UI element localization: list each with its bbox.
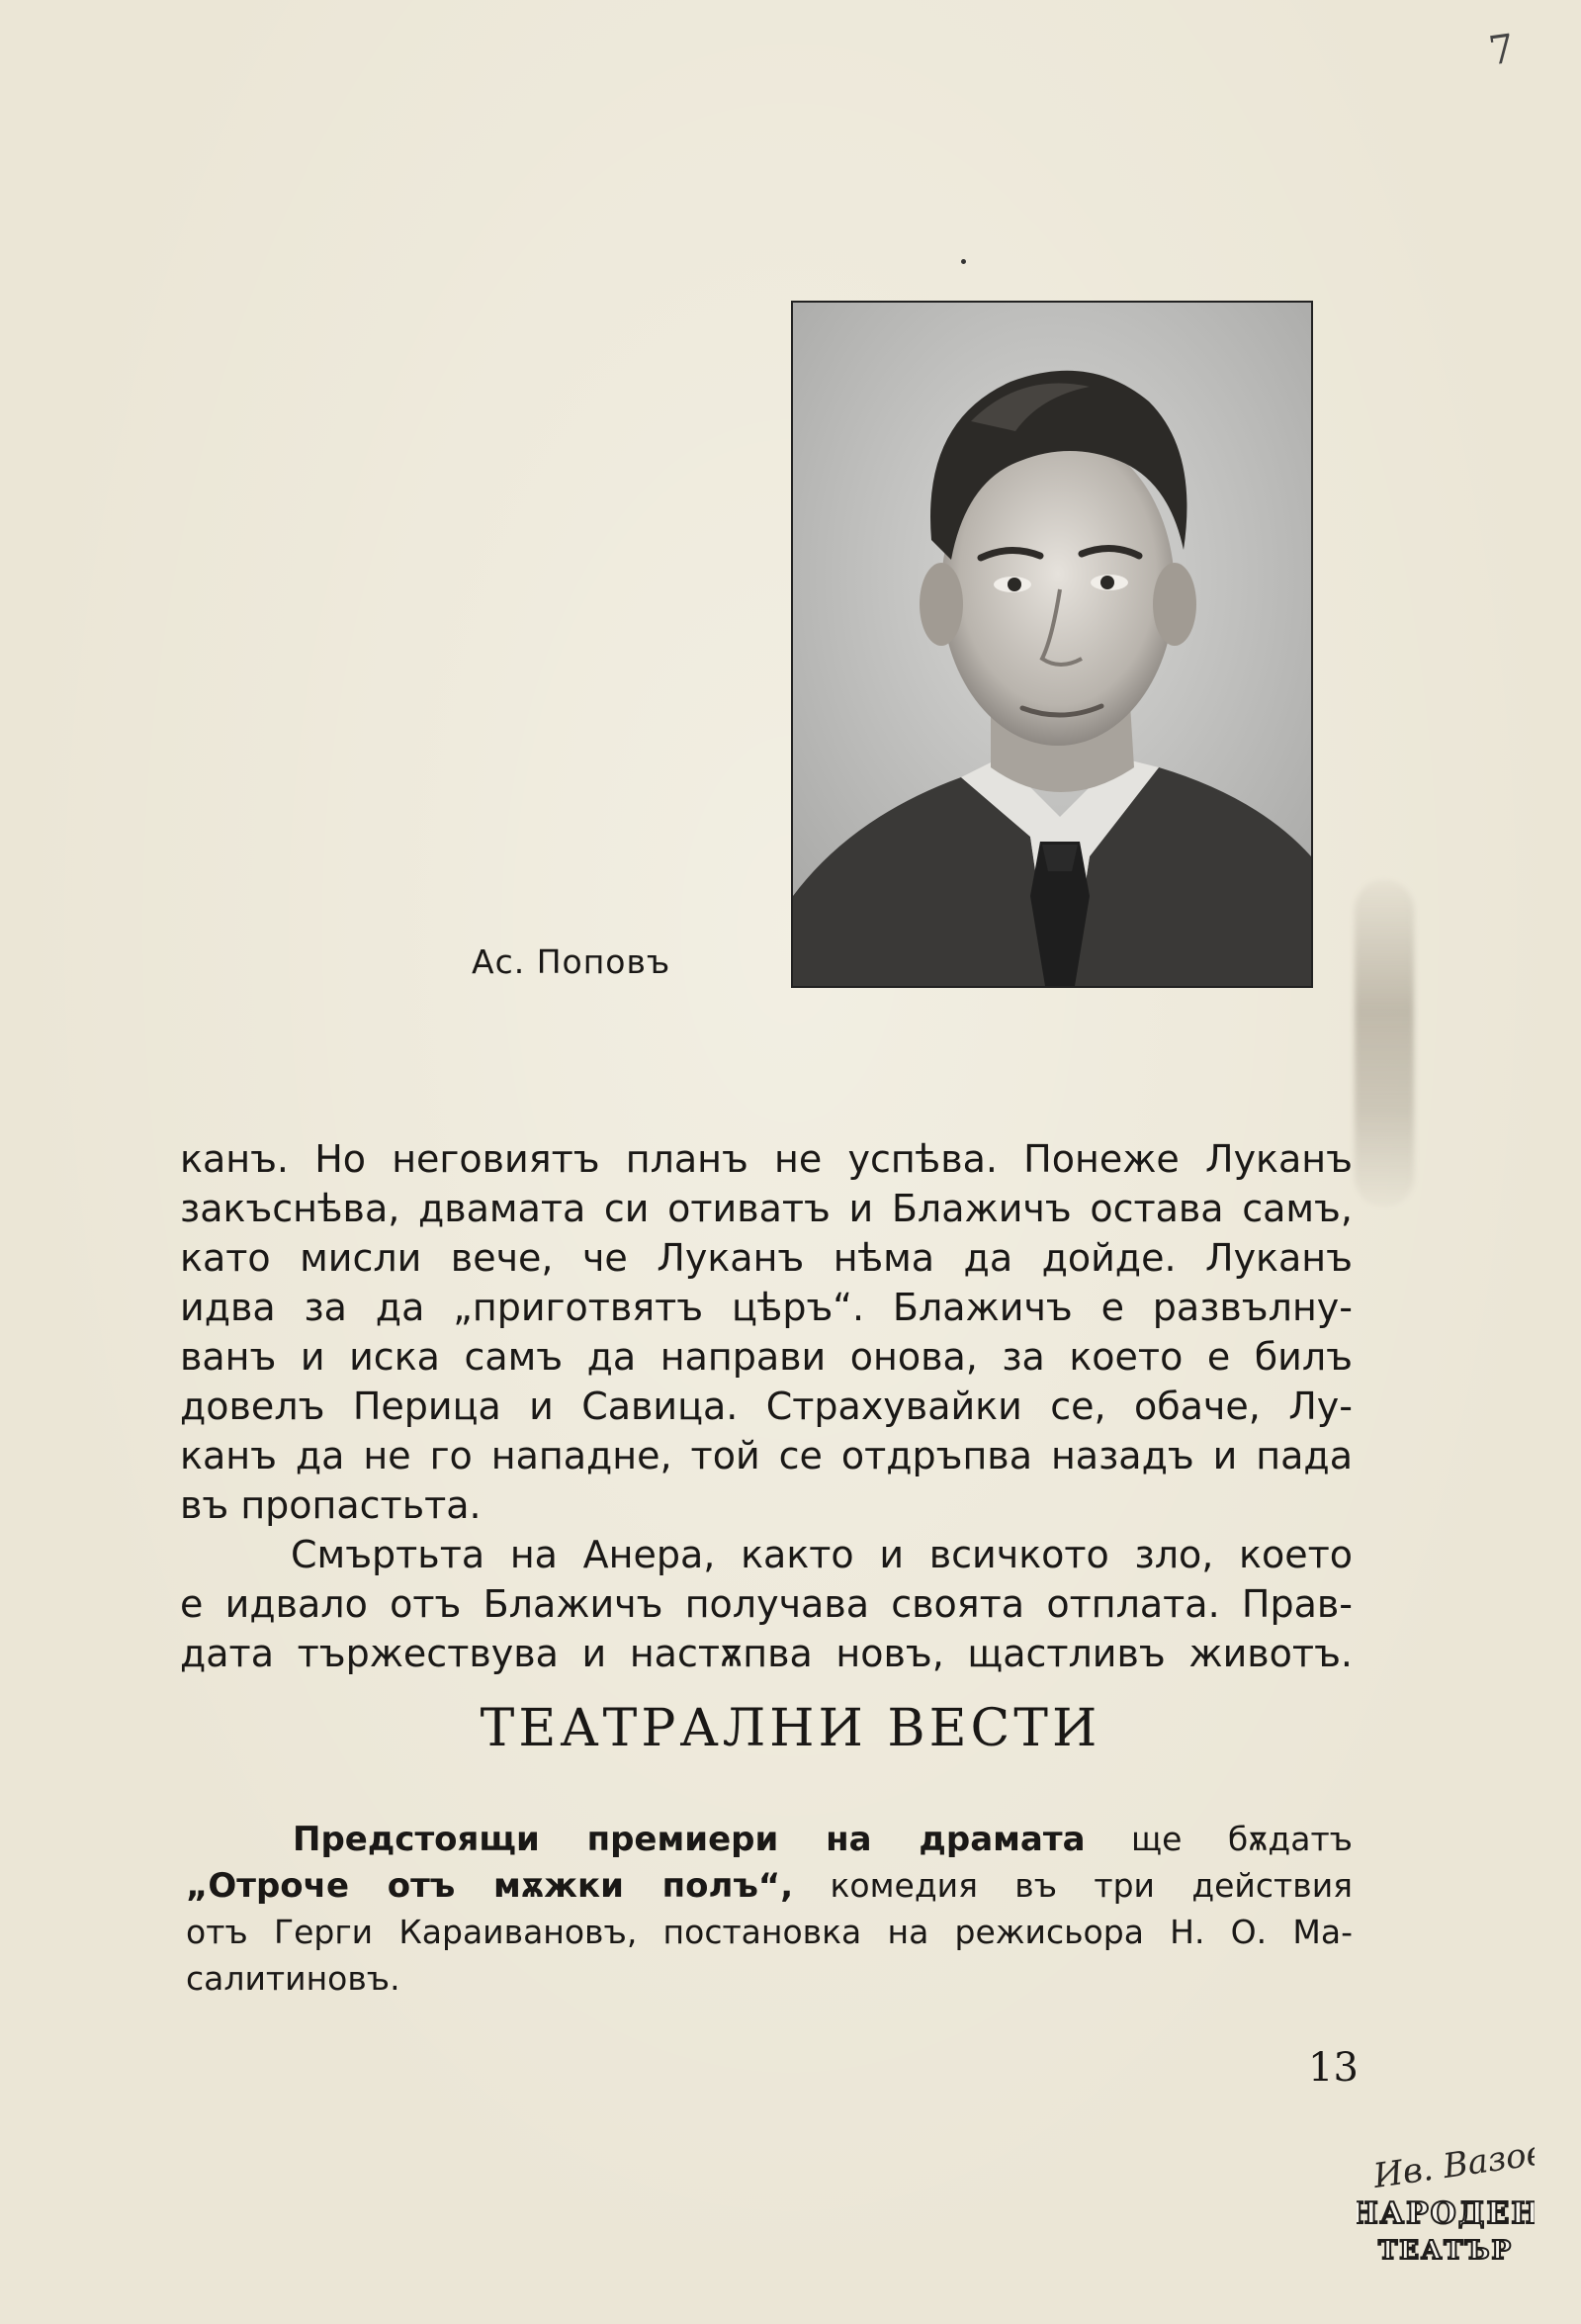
text-line: дата тържествува и настѫпва новъ, щастливъ животъ. — [180, 1632, 1353, 1675]
news-line: отъ Герги Караивановъ, постановка на режисьора Н. О. Ма- — [186, 1913, 1353, 1951]
text-line: канъ да не го нападне, той се отдръпва назадъ и пада — [180, 1434, 1353, 1477]
text-line: като мисли вече, че Луканъ нѣма да дойде. Луканъ — [180, 1236, 1353, 1280]
portrait-photo — [791, 301, 1313, 988]
ink-dot — [961, 259, 966, 264]
news-line — [186, 1816, 1353, 1862]
svg-text:Ив. Вазов: Ив. Вазов — [1370, 2136, 1535, 2196]
news-line — [186, 1862, 1353, 1909]
handwritten-corner-mark: 7 — [1485, 26, 1518, 75]
svg-text:НАРОДЕН: НАРОДЕН — [1357, 2196, 1535, 2231]
paper-stain — [1355, 880, 1414, 1207]
text-line: е идвало отъ Блажичъ получава своята отплата. Прав- — [180, 1582, 1353, 1626]
text-line: закъснѣва, двамата си отиватъ и Блажичъ остава самъ, — [180, 1187, 1353, 1230]
body-paragraph — [180, 1134, 1353, 1678]
text-line: идва за да „приготвятъ цѣръ“. Блажичъ е развълну- — [180, 1286, 1353, 1329]
news-bold-text: Предстоящи премиери на драмата — [293, 1820, 1086, 1859]
text-line: ванъ и иска самъ да направи онова, за което е билъ — [180, 1335, 1353, 1379]
news-line: салитиновъ. — [186, 1959, 400, 1998]
news-paragraph — [186, 1816, 1353, 2002]
text-line: въ пропастьта. — [180, 1483, 482, 1527]
portrait-caption: Ас. Поповъ — [472, 942, 671, 981]
logo-icon — [1357, 2136, 1535, 2275]
text-line: канъ. Но неговиятъ планъ не успѣва. Понеже Луканъ — [180, 1137, 1353, 1181]
page-number: 13 — [1308, 2045, 1359, 2091]
section-heading: ТЕАТРАЛНИ ВЕСТИ — [480, 1699, 1101, 1758]
portrait-illustration — [793, 303, 1311, 986]
text-line: довелъ Перица и Савица. Страхувайки се, обаче, Лу- — [180, 1385, 1353, 1428]
news-text: ще бѫдатъ — [1131, 1820, 1353, 1858]
svg-text:ТЕАТЪР: ТЕАТЪР — [1377, 2236, 1514, 2266]
text-line: Смъртьта на Анера, както и всичкото зло, което — [291, 1533, 1353, 1576]
news-text: комедия въ три действия — [830, 1866, 1353, 1905]
theatre-logo-stamp — [1357, 2136, 1535, 2275]
play-title: „Отроче отъ мѫжки полъ“, — [186, 1866, 794, 1906]
